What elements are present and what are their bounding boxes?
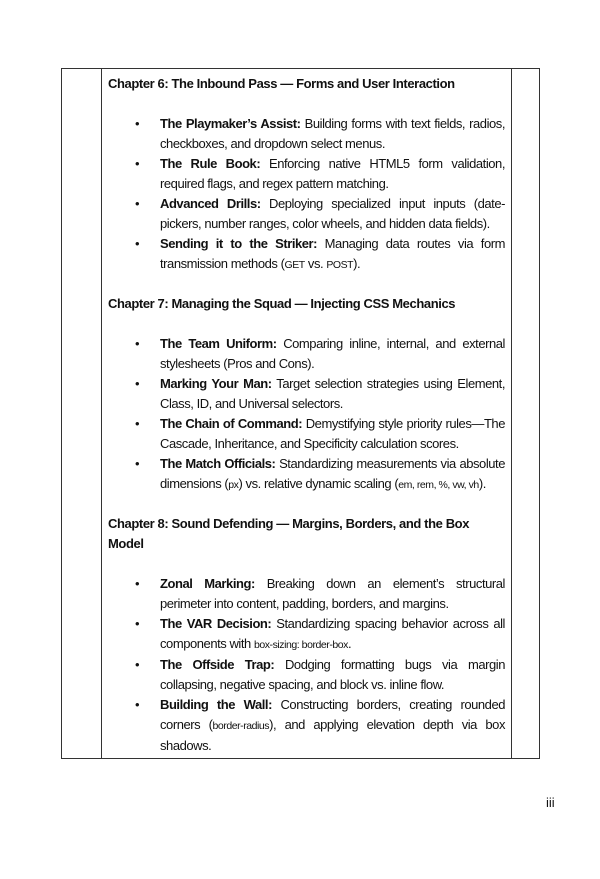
- bullet-icon: •: [135, 416, 140, 431]
- topic-text: Breaking down an element’s structural perimeter into content, padding, borders, and margins.: [160, 576, 505, 611]
- topic-term: Advanced Drills:: [160, 196, 261, 211]
- code-text: em, rem, %, vw, vh: [398, 479, 479, 491]
- topic-term: The Rule Book:: [160, 156, 261, 171]
- bullet-icon: •: [135, 156, 140, 171]
- chapter-heading: Chapter 7: Managing the Squad — Injecting CSS Mechanics: [108, 296, 456, 311]
- topic-text: Standardizing spacing behavior across all components with: [160, 616, 505, 651]
- topic-text: Enforcing native HTML5 form validation, required flags, and regex pattern matching.: [160, 156, 505, 191]
- code-text: GET: [284, 259, 305, 271]
- list-item: [135, 574, 505, 614]
- topic-term: The Team Uniform:: [160, 336, 277, 351]
- table-of-contents: [108, 74, 505, 756]
- topic-term: Sending it to the Striker:: [160, 236, 318, 251]
- list-item: [135, 374, 505, 414]
- topic-list: [108, 334, 505, 495]
- list-item: [135, 614, 505, 655]
- topic-text: Standardizing measurements via absolute dimensions (: [160, 456, 505, 491]
- topic-list: [108, 574, 505, 756]
- bullet-icon: •: [135, 616, 140, 631]
- page-number: iii: [546, 795, 555, 810]
- topic-term: The VAR Decision:: [160, 616, 272, 631]
- topic-text: ), and applying elevation depth via box shadows.: [160, 717, 505, 753]
- list-item: [135, 655, 505, 695]
- list-item: [135, 695, 505, 756]
- column-divider-left: [101, 69, 102, 758]
- bullet-icon: •: [135, 657, 140, 672]
- bullet-icon: •: [135, 116, 140, 131]
- list-item: [135, 194, 505, 234]
- topic-term: The Offside Trap:: [160, 657, 275, 672]
- topic-text: ) vs. relative dynamic scaling (: [238, 476, 399, 491]
- topic-text: ).: [478, 476, 486, 491]
- list-item: [135, 334, 505, 374]
- topic-text: .: [347, 636, 352, 651]
- topic-term: Marking Your Man:: [160, 376, 272, 391]
- topic-text: Target selection strategies using Element, Class, ID, and Universal selectors.: [160, 376, 505, 411]
- list-item: [135, 234, 505, 275]
- code-text: box-sizing: border-box: [253, 639, 348, 651]
- topic-text: Constructing borders, creating rounded corners (: [160, 697, 505, 732]
- bullet-icon: •: [135, 196, 140, 211]
- bullet-icon: •: [135, 336, 140, 351]
- bullet-icon: •: [135, 697, 140, 712]
- bullet-icon: •: [135, 236, 140, 251]
- code-text: border-radius: [212, 720, 270, 732]
- list-item: [135, 154, 505, 194]
- list-item: [135, 114, 506, 154]
- topic-term: Building the Wall:: [160, 697, 272, 712]
- list-item: [135, 454, 505, 495]
- topic-text: Comparing inline, internal, and external stylesheets (Pros and Cons).: [160, 336, 505, 371]
- topic-text: vs.: [304, 256, 327, 271]
- chapter-heading: Chapter 6: The Inbound Pass — Forms and User Interaction: [108, 76, 455, 91]
- topic-list: [108, 114, 505, 275]
- code-text: px: [228, 479, 239, 491]
- topic-term: The Chain of Command:: [160, 416, 303, 431]
- column-divider-right: [511, 69, 512, 758]
- bullet-icon: •: [135, 576, 140, 591]
- list-item: [135, 414, 505, 454]
- topic-term: The Playmaker’s Assist:: [160, 116, 301, 131]
- topic-text: Dodging formatting bugs via margin collapsing, negative spacing, and block vs. inline flow.: [160, 657, 505, 692]
- chapter-heading: Chapter 8: Sound Defending — Margins, Borders, and the Box Model: [108, 516, 470, 551]
- code-text: POST: [326, 259, 354, 271]
- topic-term: Zonal Marking:: [160, 576, 255, 591]
- topic-text: Demystifying style priority rules—The Cascade, Inheritance, and Specificity calculation scores.: [160, 416, 505, 451]
- bullet-icon: •: [135, 456, 140, 471]
- topic-text: Managing data routes via form transmission methods (: [160, 236, 505, 271]
- topic-term: The Match Officials:: [160, 456, 276, 471]
- topic-text: Building forms with text fields, radios, checkboxes, and dropdown select menus.: [160, 116, 506, 151]
- topic-text: ).: [353, 256, 361, 271]
- bullet-icon: •: [135, 376, 140, 391]
- topic-text: Deploying specialized input inputs (date-pickers, number ranges, color wheels, and hidden data fields).: [160, 196, 505, 231]
